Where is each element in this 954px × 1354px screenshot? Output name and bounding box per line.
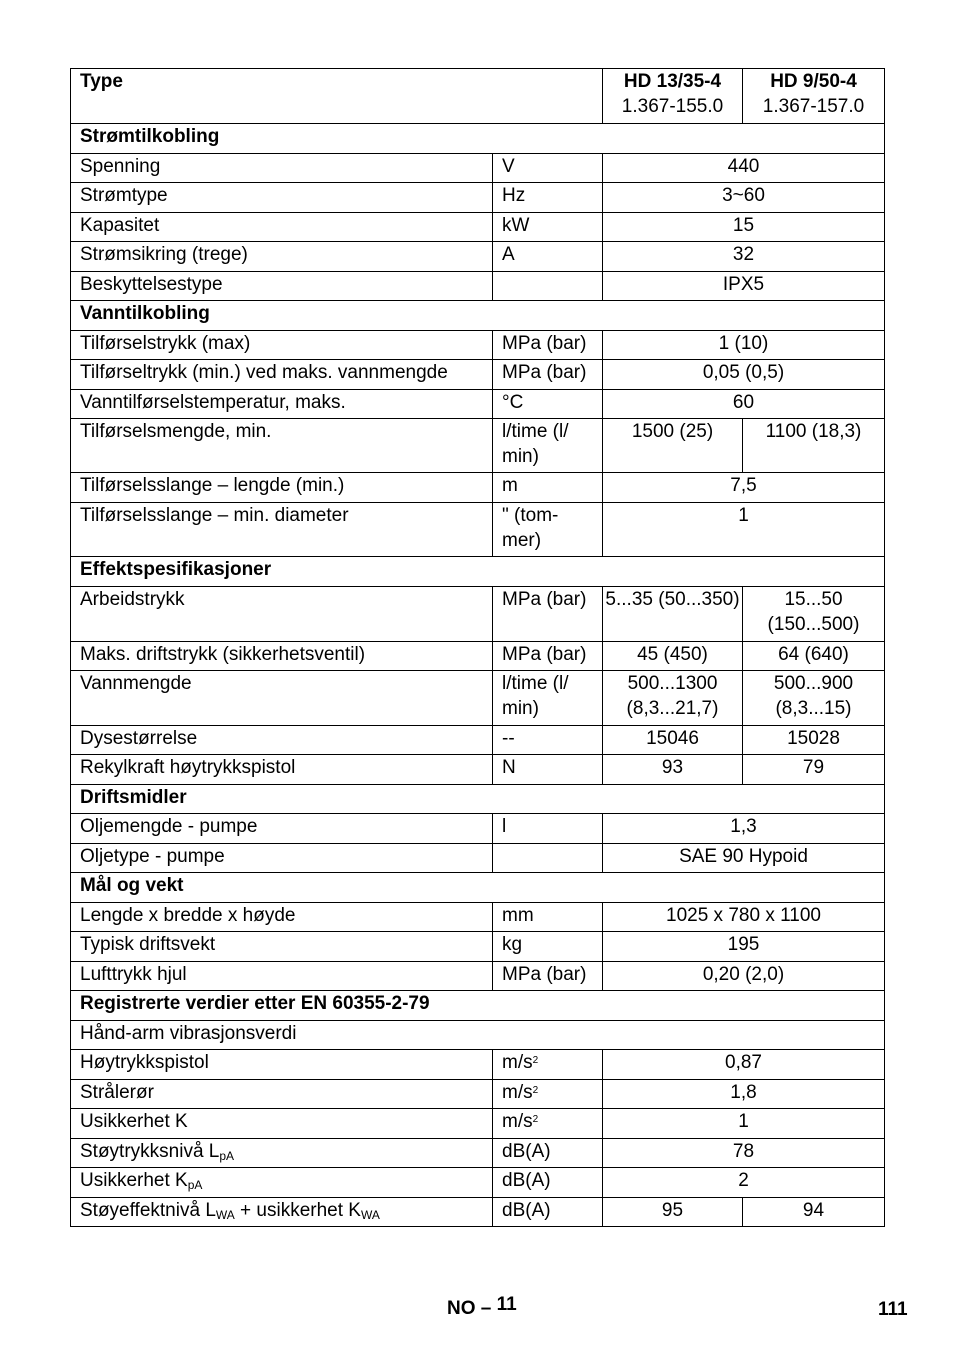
row-value: 1 (10)	[603, 331, 885, 360]
row-unit: MPa (bar)	[493, 360, 603, 390]
section-performance: Effektspesifikasjoner	[71, 557, 885, 587]
row-value: 0,87	[603, 1050, 885, 1080]
row-label: Lufttrykk hjul	[71, 962, 493, 991]
row-label: Rekylkraft høytrykkspistol	[71, 755, 493, 785]
table-row	[71, 183, 885, 213]
unit-base: m/s	[502, 1052, 533, 1073]
row-value: IPX5	[603, 272, 885, 301]
row-label: Strålerør	[71, 1080, 493, 1109]
table-row	[71, 814, 885, 844]
row-label: Kapasitet	[71, 213, 493, 242]
table-row	[71, 932, 885, 962]
subsection-row	[71, 1021, 885, 1050]
row-unit: V	[493, 154, 603, 183]
row-unit	[493, 272, 603, 301]
unit-base: m/s	[502, 1082, 533, 1103]
row-unit: kg	[493, 932, 603, 962]
row-value: 1	[603, 1109, 885, 1139]
footer-separator: –	[475, 1298, 497, 1319]
row-label: Høytrykkspistol	[71, 1050, 493, 1080]
row-value: SAE 90 Hypoid	[603, 844, 885, 873]
row-unit: dB(A)	[493, 1198, 603, 1227]
model-2-part-number: 1.367-157.0	[762, 96, 865, 117]
row-unit: A	[493, 242, 603, 272]
row-unit: l/time (l/ min)	[493, 671, 603, 726]
row-value-model-2: 64 (640)	[743, 642, 885, 671]
label-subscript: pA	[219, 1149, 235, 1163]
row-value-model-2: 1100 (18,3)	[743, 419, 885, 473]
row-unit: MPa (bar)	[493, 587, 603, 642]
row-label	[71, 1139, 493, 1168]
table-row	[71, 154, 885, 183]
section-measured: Registrerte verdier etter EN 60355-2-79	[71, 991, 885, 1021]
table-row	[71, 642, 885, 671]
row-value-model-2: 500...900 (8,3...15)	[743, 671, 885, 726]
row-value: 3~60	[603, 183, 885, 213]
row-unit	[493, 844, 603, 873]
row-value: 15	[603, 213, 885, 242]
row-value-model-2: 79	[743, 755, 885, 785]
table-row	[71, 962, 885, 991]
table-row	[71, 213, 885, 242]
row-value-model-1: 93	[603, 755, 743, 785]
table-row	[71, 272, 885, 301]
footer-language: NO	[447, 1298, 476, 1319]
row-value: 60	[603, 390, 885, 419]
table-row	[71, 242, 885, 272]
row-value: 1025 x 780 x 1100	[603, 903, 885, 932]
row-value: 2	[603, 1168, 885, 1198]
technical-data-table	[70, 68, 885, 1227]
table-row	[71, 419, 885, 473]
row-value-model-1: 1500 (25)	[603, 419, 743, 473]
row-unit: l/time (l/ min)	[493, 419, 603, 473]
table-row	[71, 671, 885, 726]
row-unit: dB(A)	[493, 1139, 603, 1168]
table-row	[71, 726, 885, 755]
section-water: Vanntilkobling	[71, 301, 885, 331]
section-row	[71, 991, 885, 1021]
label-base: Støytrykksnivå L	[80, 1141, 220, 1162]
row-label: Tilførselsmengde, min.	[71, 419, 493, 473]
section-power: Strømtilkobling	[71, 124, 885, 154]
row-label: Tilførseltrykk (min.) ved maks. vannmengde	[71, 360, 493, 390]
row-value: 1,8	[603, 1080, 885, 1109]
row-label: Strømsikring (trege)	[71, 242, 493, 272]
model-1-part-number: 1.367-155.0	[621, 96, 724, 117]
row-label: Spenning	[71, 154, 493, 183]
row-value-model-1: 45 (450)	[603, 642, 743, 671]
row-unit: MPa (bar)	[493, 962, 603, 991]
row-value: 0,05 (0,5)	[603, 360, 885, 390]
row-unit: --	[493, 726, 603, 755]
model-1-name: HD 13/35-4	[623, 71, 722, 92]
row-label: Tilførselsslange – min. diameter	[71, 503, 493, 557]
row-unit: mm	[493, 903, 603, 932]
label-base: Usikkerhet K	[80, 1170, 188, 1191]
row-unit: Hz	[493, 183, 603, 213]
table-row	[71, 331, 885, 360]
table-row	[71, 473, 885, 503]
row-unit: l	[493, 814, 603, 844]
row-unit: m	[493, 473, 603, 503]
row-value-model-1: 500...1300 (8,3...21,7)	[603, 671, 743, 726]
table-row	[71, 390, 885, 419]
table-row	[71, 903, 885, 932]
row-unit	[493, 1109, 603, 1139]
row-label: Lengde x bredde x høyde	[71, 903, 493, 932]
row-label: Tilførselsslange – lengde (min.)	[71, 473, 493, 503]
row-label: Vannmengde	[71, 671, 493, 726]
row-label: Oljetype - pumpe	[71, 844, 493, 873]
model-2-name: HD 9/50-4	[770, 71, 857, 92]
model-2-header	[743, 69, 885, 124]
table-row	[71, 587, 885, 642]
row-value-model-2: 15...50 (150...500)	[743, 587, 885, 642]
row-unit: " (tom- mer)	[493, 503, 603, 557]
row-unit	[493, 1080, 603, 1109]
table-row	[71, 1198, 885, 1227]
type-header: Type	[71, 69, 603, 124]
footer-language-page	[447, 1294, 517, 1320]
table-row	[71, 1050, 885, 1080]
row-label: Tilførselstrykk (max)	[71, 331, 493, 360]
label-subscript: pA	[187, 1178, 203, 1192]
table-row	[71, 1139, 885, 1168]
table-row	[71, 503, 885, 557]
unit-exponent: 2	[532, 1085, 539, 1096]
row-unit: MPa (bar)	[493, 642, 603, 671]
section-row	[71, 124, 885, 154]
label-subscript: WA	[215, 1208, 235, 1222]
table-row	[71, 1080, 885, 1109]
row-label: Typisk driftsvekt	[71, 932, 493, 962]
row-value: 32	[603, 242, 885, 272]
row-label: Strømtype	[71, 183, 493, 213]
row-label: Usikkerhet K	[71, 1109, 493, 1139]
section-row	[71, 785, 885, 814]
unit-exponent: 2	[532, 1055, 539, 1066]
row-value-model-1: 15046	[603, 726, 743, 755]
table-header-row	[71, 69, 885, 124]
row-value: 195	[603, 932, 885, 962]
label-middle: + usikkerhet K	[234, 1200, 361, 1221]
row-value: 440	[603, 154, 885, 183]
label-subscript-2: WA	[360, 1208, 380, 1222]
label-base: Støyeffektnivå L	[80, 1200, 216, 1221]
unit-base: m/s	[502, 1111, 533, 1132]
table-row	[71, 1109, 885, 1139]
section-consumables: Driftsmidler	[71, 785, 885, 814]
table-row	[71, 1168, 885, 1198]
row-label	[71, 1168, 493, 1198]
row-label: Arbeidstrykk	[71, 587, 493, 642]
row-label: Beskyttelsestype	[71, 272, 493, 301]
row-unit: MPa (bar)	[493, 331, 603, 360]
footer-local-page: 11	[496, 1294, 517, 1315]
table-row	[71, 755, 885, 785]
row-label: Vanntilførselstemperatur, maks.	[71, 390, 493, 419]
section-dimensions: Mål og vekt	[71, 873, 885, 903]
row-unit: kW	[493, 213, 603, 242]
row-label: Maks. driftstrykk (sikkerhetsventil)	[71, 642, 493, 671]
row-unit: °C	[493, 390, 603, 419]
row-value-model-2: 15028	[743, 726, 885, 755]
section-row	[71, 873, 885, 903]
table-row	[71, 360, 885, 390]
row-value: 78	[603, 1139, 885, 1168]
subsection-vibration: Hånd-arm vibrasjonsverdi	[71, 1021, 885, 1050]
row-value: 0,20 (2,0)	[603, 962, 885, 991]
row-value: 1,3	[603, 814, 885, 844]
row-unit	[493, 1050, 603, 1080]
row-value-model-1: 5...35 (50...350)	[603, 587, 743, 642]
row-value: 7,5	[603, 473, 885, 503]
model-1-header	[603, 69, 743, 124]
row-label	[71, 1198, 493, 1227]
row-value-model-2: 94	[743, 1198, 885, 1227]
row-label: Oljemengde - pumpe	[71, 814, 493, 844]
table-row	[71, 844, 885, 873]
unit-exponent: 2	[532, 1114, 539, 1125]
row-label: Dysestørrelse	[71, 726, 493, 755]
row-unit: N	[493, 755, 603, 785]
section-row	[71, 301, 885, 331]
row-unit: dB(A)	[493, 1168, 603, 1198]
row-value: 1	[603, 503, 885, 557]
section-row	[71, 557, 885, 587]
page-number: 111	[878, 1299, 908, 1320]
row-value-model-1: 95	[603, 1198, 743, 1227]
